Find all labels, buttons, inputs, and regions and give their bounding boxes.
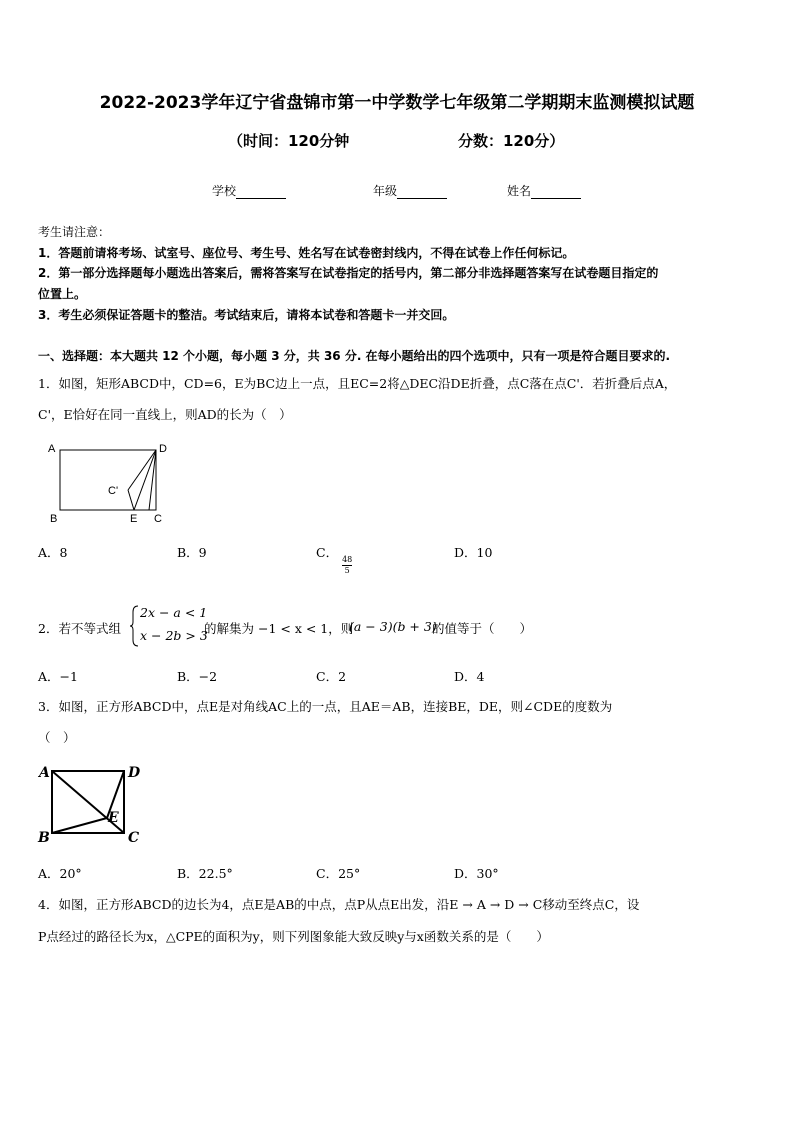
name-field[interactable]	[507, 182, 581, 199]
notice-heading: 考生请注意：	[38, 225, 111, 239]
q1-option-b[interactable]: B．9	[177, 545, 207, 560]
name-label: 姓名	[507, 184, 532, 198]
q2-prefix: 2．若不等式组	[38, 621, 121, 636]
q1-option-c[interactable]	[316, 543, 353, 575]
line-be	[52, 818, 107, 833]
line-cpe	[128, 490, 134, 510]
exam-score: 分数：120分）	[458, 132, 565, 150]
q2-suffix: 的值等于（ ）	[432, 621, 533, 636]
q1-option-c-label: C．	[316, 545, 339, 560]
notice-item-3: 3．考生必须保证答题卡的整洁。考试结束后，请将本试卷和答题卡一并交回。	[38, 308, 455, 322]
notice-item-2-cont: 位置上。	[38, 287, 87, 301]
label-cp: C'	[108, 485, 119, 497]
q3-figure	[36, 760, 156, 846]
q2-inequality-2: x − 2b > 3	[140, 628, 208, 643]
q3-line2: （ ）	[38, 730, 76, 745]
q2-option-d[interactable]: D．4	[454, 669, 485, 684]
q4-line2: P点经过的路径长为x，△CPE的面积为y，则下列图象能大致反映y与x函数关系的是（ ）	[38, 929, 549, 944]
label-a: A	[39, 765, 50, 781]
school-field[interactable]	[212, 182, 286, 199]
q2-middle: 的解集为 −1 < x < 1，则	[204, 621, 354, 636]
q1-line2: C'，E恰好在同一直线上，则AD的长为（ ）	[38, 407, 292, 422]
notice-item-1: 1．答题前请将考场、试室号、座位号、考生号、姓名写在试卷密封线内，不得在试卷上作任何标记。	[38, 246, 575, 260]
label-d: D	[128, 765, 141, 781]
q1-option-d[interactable]: D．10	[454, 545, 493, 560]
school-blank[interactable]	[236, 186, 286, 199]
q2-option-b[interactable]: B．−2	[177, 669, 218, 684]
q1-figure	[44, 438, 174, 528]
q1-option-a[interactable]: A．8	[38, 545, 68, 560]
q2-option-a[interactable]: A．−1	[38, 669, 78, 684]
label-c: C	[154, 513, 162, 525]
page-title: 2022-2023学年辽宁省盘锦市第一中学数学七年级第二学期期末监测模拟试题	[99, 93, 695, 113]
q3-line1: 3．如图，正方形ABCD中，点E是对角线AC上的一点，且AE＝AB，连接BE，DE，则∠CDE的度数为	[38, 699, 613, 714]
label-e: E	[130, 513, 138, 525]
q1-frac-den: 5	[344, 566, 350, 575]
q1-line1: 1．如图，矩形ABCD中，CD=6，E为BC边上一点，且EC=2将△DEC沿DE折叠，点C落在点C'．若折叠后点A，	[38, 376, 677, 391]
q2-inequality-1: 2x − a < 1	[140, 605, 208, 620]
exam-time: （时间：120分钟	[228, 132, 350, 150]
name-blank[interactable]	[531, 186, 581, 199]
label-b: B	[38, 830, 50, 846]
rectangle-abcd	[60, 450, 156, 510]
grade-field[interactable]	[373, 182, 447, 199]
grade-label: 年级	[373, 184, 398, 198]
section-heading: 一、选择题：本大题共 12 个小题，每小题 3 分，共 36 分. 在每小题给出的四个选项中，只有一项是符合题目要求的.	[38, 349, 671, 363]
label-a: A	[48, 443, 56, 455]
grade-blank[interactable]	[397, 186, 447, 199]
label-d: D	[159, 443, 167, 455]
label-b: B	[50, 513, 58, 525]
q1-frac-num: 48	[342, 555, 353, 564]
q3-option-b[interactable]: B．22.5°	[177, 866, 233, 881]
q3-option-d[interactable]: D．30°	[454, 866, 499, 881]
label-c: C	[128, 830, 140, 846]
notice-item-2: 2．第一部分选择题每小题选出答案后，需将答案写在试卷指定的括号内，第二部分非选择题答案写在试卷题目指定的	[38, 266, 659, 280]
q2-option-c[interactable]: C．2	[316, 669, 347, 684]
q1-fraction	[342, 555, 352, 576]
q4-line1: 4．如图，正方形ABCD的边长为4，点E是AB的中点，点P从点E出发，沿E → A → D → C移动至终点C，设	[38, 897, 640, 912]
q3-option-a[interactable]: A．20°	[38, 866, 82, 881]
label-e: E	[108, 810, 119, 826]
system-brace	[130, 604, 140, 648]
q3-option-c[interactable]: C．25°	[316, 866, 361, 881]
q2-expr: (a − 3)(b + 3)	[349, 619, 437, 634]
school-label: 学校	[212, 184, 237, 198]
